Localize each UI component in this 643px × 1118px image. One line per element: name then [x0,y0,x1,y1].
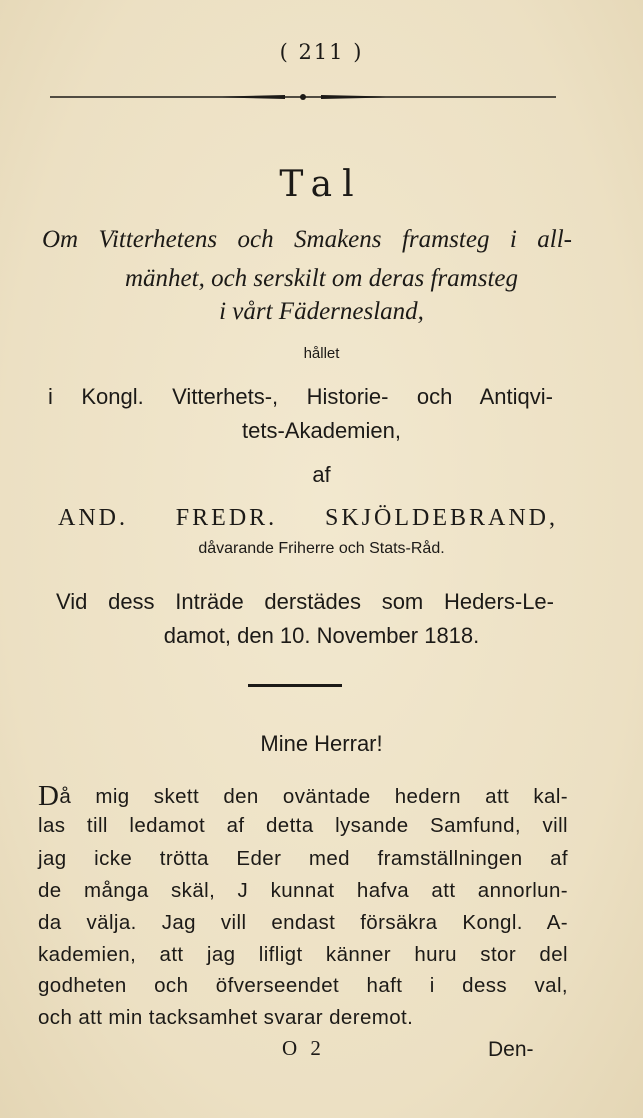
page-number: ( 211 ) [279,40,364,64]
occasion-line: Vid dess Inträde derstädes som Heders-Le- [56,589,554,614]
body-line: jag icke trötta Eder med framställningen af [38,847,568,870]
subtitle-line: Om Vitterhetens och Smakens framsteg i all- [42,226,572,253]
body-line: de många skäl, J kunnat hafva att annorlun- [38,879,568,902]
held-label: hållet [303,345,340,362]
printer-signature: O 2 [282,1036,325,1060]
speech-title: Tal [279,164,364,205]
academy-line: i Kongl. Vitterhets-, Historie- och Antiqvi- [48,384,553,409]
body-line: godheten och öfverseendet haft i dess val, [38,974,568,997]
author-title: dåvarande Friherre och Stats-Råd. [198,540,445,557]
author-name: AND. FREDR. SKJÖLDEBRAND, [58,505,558,531]
body-line: las till ledamot af detta lysande Samfund, vill [38,814,568,837]
section-divider [248,684,342,687]
body-line: da välja. Jag vill endast försäkra Kongl. A- [38,911,568,934]
catchword: Den- [488,1038,534,1061]
body-line-text: å mig skett den oväntade hedern att kal- [59,785,568,808]
body-line [38,782,568,811]
subtitle-line: i vårt Fädernesland, [219,298,424,325]
ornamental-rule [50,94,556,100]
academy-line: tets-Akademien, [242,418,401,443]
occasion-line: damot, den 10. November 1818. [163,623,480,648]
by-label: af [312,462,331,487]
drop-cap: D [38,780,60,812]
body-line: kademien, att jag lifligt känner huru stor del [38,943,568,966]
body-line: och att min tacksamhet svarar deremot. [38,1006,414,1029]
salutation: Mine Herrar! [260,731,383,756]
subtitle-line: mänhet, och serskilt om deras framsteg [124,265,519,292]
